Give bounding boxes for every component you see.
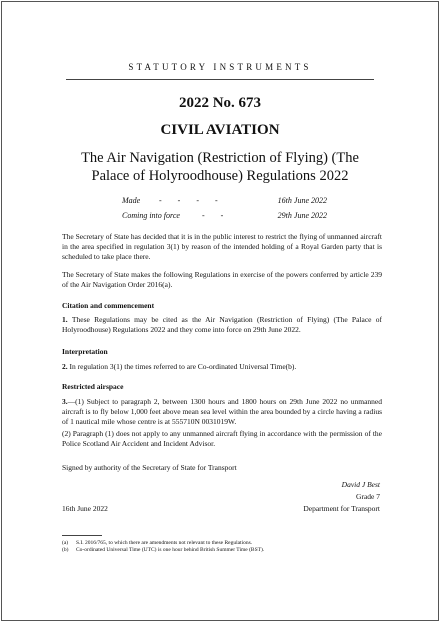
preamble-enacting-paragraph bbox=[62, 270, 382, 290]
regulation-paragraph bbox=[62, 397, 382, 427]
date-dashes: - - - - bbox=[159, 196, 225, 205]
regulation-subparagraph: (2) Paragraph (1) does not apply to any unmanned aircraft flying in accordance with the permission of the Police Scotland Air Accident and Incident Advisor. bbox=[62, 429, 382, 448]
instrument-number: 2022 No. 673 bbox=[178, 95, 262, 111]
date-label: Made bbox=[122, 196, 141, 205]
date-dashes: - - bbox=[202, 211, 231, 220]
regulation-text: —(1) Subject to paragraph 2, between 1300 hours and 1800 hours on 29th June 2022 no unmanned aircraft is to fly below 1,000 feet above mean sea level within the area bounded by a circle having a radius of 1 nautical mile whose centre is at 555710N 0031019W. bbox=[62, 397, 382, 426]
footnote-key: (b) bbox=[62, 547, 69, 553]
date-value: 16th June 2022 bbox=[277, 196, 327, 205]
section-heading: Citation and commencement bbox=[62, 301, 155, 310]
footnote-text: S.I. 2016/765, to which there are amendments not relevant to these Regulations. bbox=[76, 540, 253, 546]
footnote-text: Co-ordinated Universal Time (UTC) is one hour behind British Summer Time (BST). bbox=[76, 547, 265, 553]
footnote bbox=[62, 540, 382, 547]
section-heading: Interpretation bbox=[62, 347, 108, 356]
preamble-text: The Secretary of State makes the following Regulations in exercise of the powers conferred by article 239 of the Air Navigation Order 2016(a). bbox=[62, 270, 382, 289]
regulation-number: 3. bbox=[62, 397, 68, 406]
signatory-name: David J Best bbox=[341, 480, 380, 489]
regulation-paragraph bbox=[62, 315, 382, 335]
signature-date: 16th June 2022 bbox=[62, 504, 108, 513]
footnote-rule bbox=[62, 535, 102, 536]
regulation-paragraph bbox=[62, 362, 382, 372]
signatory-grade: Grade 7 bbox=[356, 492, 380, 501]
series-heading: STATUTORY INSTRUMENTS bbox=[128, 62, 312, 72]
signature-authority: Signed by authority of the Secretary of State for Transport bbox=[62, 463, 237, 472]
preamble-paragraph: The Secretary of State has decided that it is in the public interest to restrict the flying of unmanned aircraft in the area specified in regulation 3(1) by reason of the intended holding of a Royal Garden party that is scheduled to take place there. bbox=[62, 232, 382, 261]
regulation-number: 1. bbox=[62, 315, 72, 324]
footnote-key: (a) bbox=[62, 540, 69, 546]
top-rule bbox=[66, 79, 374, 80]
footnote bbox=[62, 547, 382, 554]
regulation-number: 2. bbox=[62, 362, 70, 371]
regulation-text: In regulation 3(1) the times referred to are Co-ordinated Universal Time(b). bbox=[69, 362, 297, 371]
instrument-title: The Air Navigation (Restriction of Flying) (The Palace of Holyroodhouse) Regulations 2022 bbox=[81, 150, 359, 184]
date-label: Coming into force bbox=[122, 211, 180, 220]
instrument-subject: CIVIL AVIATION bbox=[160, 122, 280, 138]
document-page bbox=[1, 1, 439, 621]
regulation-text: These Regulations may be cited as the Air Navigation (Restriction of Flying) (The Palace of Holyroodhouse) Regulations 2022 and they come into force on 29th June 2022. bbox=[62, 315, 383, 334]
date-value: 29th June 2022 bbox=[277, 211, 327, 220]
section-heading: Restricted airspace bbox=[62, 382, 124, 391]
signatory-department: Department for Transport bbox=[303, 504, 380, 513]
